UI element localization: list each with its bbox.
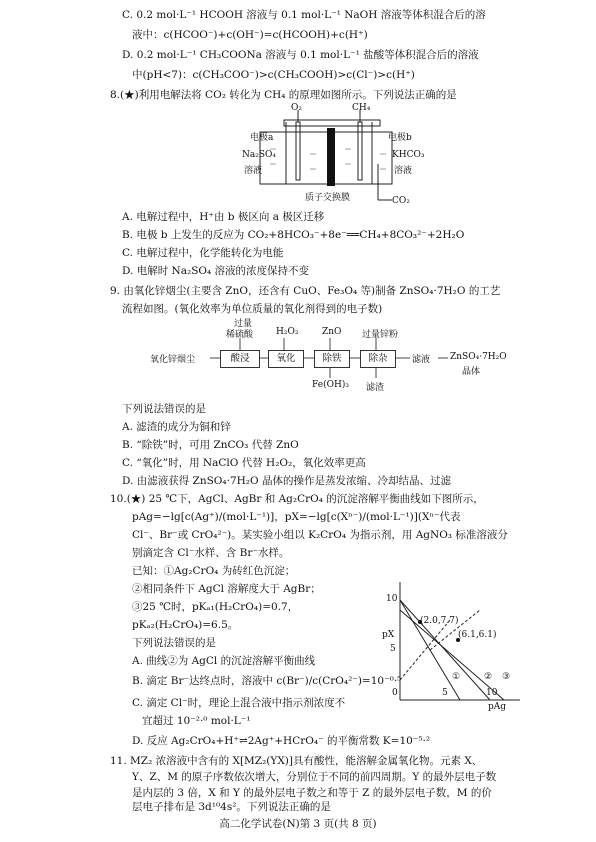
electrode-b-label: 电极b	[388, 133, 412, 143]
q10-known-2: ②相同条件下 AgCl 溶解度大于 AgBr；	[132, 583, 321, 595]
q10-option-c-line1: C. 滴定 Cl⁻时，理论上混合液中指示剂浓度不	[132, 697, 346, 709]
flow-top-h2o2: H₂O₂	[276, 327, 299, 337]
khco3-label: KHCO₃	[392, 150, 425, 160]
electrode-a-label: 电极a	[250, 133, 274, 143]
q9-stem-line1: 9. 由氧化锌烟尘(主要含 ZnO，还含有 CuO、Fe₃O₄ 等)制备 ZnSO₄·7H₂O 的工艺	[110, 285, 501, 297]
q10-option-a: A. 曲线②为 AgCl 的沉淀溶解平衡曲线	[132, 655, 316, 667]
plot-tick-x10: 10	[486, 688, 498, 698]
flow-product: ZnSO₄·7H₂O	[450, 352, 507, 362]
flow-top-zn: 过量锌粉	[362, 330, 399, 340]
q11-stem-line3: 是内层的 3 倍，X 和 Y 的最外层电子数之和等于 Z 的最外层电子数，M 的价	[132, 787, 492, 799]
q10-option-c-line2: 宜超过 10⁻²·⁰ mol·L⁻¹	[142, 715, 251, 727]
flow-start: 氧化锌烟尘	[150, 355, 196, 365]
plot-point2-label: (6.1,6.1)	[458, 630, 497, 640]
q7-option-c-line1: C. 0.2 mol·L⁻¹ HCOOH 溶液与 0.1 mol·L⁻¹ NaOH 溶液等体积混合后的溶	[122, 9, 486, 21]
plot-point1-label: (2.0,7.7)	[420, 616, 459, 626]
q8-option-d: D. 电解时 Na₂SO₄ 溶液的浓度保持不变	[122, 265, 310, 277]
q8-option-c: C. 电解过程中，化学能转化为电能	[122, 247, 284, 259]
q11-stem-line4: 层电子排布是 3d¹⁰4s²。下列说法正确的是	[132, 801, 331, 813]
left-solution-label: 溶液	[244, 166, 263, 176]
flow-step-oxidize: 氧化	[268, 350, 304, 368]
q7-option-d-line1: D. 0.2 mol·L⁻¹ CH₃COONa 溶液与 0.1 mol·L⁻¹ 盐酸等体积混合后的溶液	[122, 49, 479, 61]
na2so4-label: Na₂SO₄	[242, 150, 277, 160]
flow-top-acid: 过量	[234, 319, 253, 329]
q11-stem-line2: Y、Z、M 的原子序数依次增大，分别位于不同的前四周期。Y 的最外层电子数	[132, 771, 497, 783]
flow-step-acid-leach: 酸浸	[220, 350, 260, 368]
flow-top-zno: ZnO	[322, 327, 342, 337]
q7-option-c-line2: 液中：c(HCOO⁻)+c(OH⁻)=c(HCOOH)+c(H⁺)	[132, 29, 368, 41]
o2-label: O₂	[291, 103, 302, 113]
co2-label: CO₂	[392, 196, 410, 206]
q9-prompt: 下列说法错误的是	[122, 403, 206, 415]
plot-curve-2-label: ②	[484, 672, 493, 682]
page-footer: 高二化学试卷(N)第 3 页(共 8 页)	[219, 818, 377, 830]
right-solution-label: 溶液	[394, 166, 413, 176]
plot-tick-y5: 5	[390, 644, 396, 654]
q9-option-b: B. “除铁”时，可用 ZnCO₃ 代替 ZnO	[122, 439, 299, 451]
q10-stem-line3: Cl⁻、Br⁻或 CrO₄²⁻)。某实验小组以 K₂CrO₄ 为指示剂，用 AgNO₃ 标准溶液分	[132, 529, 508, 541]
flow-crystal: 晶体	[462, 367, 481, 377]
plot-xlabel: pAg	[488, 702, 507, 712]
flow-feoh3: Fe(OH)₃	[312, 380, 349, 390]
membrane-label: 质子交换膜	[305, 193, 351, 203]
ch4-label: CH₄	[352, 103, 371, 113]
q11-stem-line1: 11. MZ₂ 浓溶液中含有的 X[MZ₂(YX)]具有酸性，能溶解金属氧化物。元素 X、	[110, 755, 483, 767]
q9-stem-line2: 流程如图。(氧化效率为单位质量的氧化剂得到的电子数)	[122, 303, 383, 315]
plot-tick-x5: 5	[442, 688, 448, 698]
q10-option-b: B. 滴定 Br⁻达终点时，溶液中 c(Br⁻)/c(CrO₄²⁻)=10⁻⁰·⁵	[132, 675, 402, 687]
q10-stem-line4: 别滴定含 Cl⁻水样、含 Br⁻水样。	[132, 547, 290, 559]
q10-prompt: 下列说法错误的是	[132, 637, 216, 649]
flow-step-remove-fe: 除铁	[314, 350, 350, 368]
q10-known-4: pKₐ₂(H₂CrO₄)=6.5。	[132, 619, 239, 631]
flow-filtrate: 滤液	[412, 355, 431, 365]
flow-step-remove-impurity: 除杂	[360, 350, 396, 368]
q10-stem-line1: 10.(★) 25 ℃下，AgCl、AgBr 和 Ag₂CrO₄ 的沉淀溶解平衡曲线如下图所示，	[110, 493, 484, 505]
q9-option-d: D. 由滤液获得 ZnSO₄·7H₂O 晶体的操作是蒸发浓缩、冷却结晶、过滤	[122, 475, 451, 487]
q8-option-b: B. 电极 b 上发生的反应为 CO₂+8HCO₃⁻+8e⁻══CH₄+8CO₃²⁻+2H₂O	[122, 229, 465, 241]
precipitation-plot	[380, 570, 530, 720]
q10-stem-line2: pAg=−lg[c(Ag⁺)/(mol·L⁻¹)]，pX=−lg[c(Xⁿ⁻)/(mol·L⁻¹)](Xⁿ⁻代表	[132, 511, 461, 523]
flow-top-acid2: 稀硫酸	[226, 330, 254, 340]
plot-curve-1-label: ①	[452, 672, 461, 682]
flow-residue: 滤渣	[366, 383, 385, 393]
q10-option-d: D. 反应 Ag₂CrO₄+H⁺⇌2Ag⁺+HCrO₄⁻ 的平衡常数 K=10⁻⁵·²	[132, 735, 431, 747]
plot-tick-y10: 10	[386, 594, 398, 604]
plot-ylabel: pX	[382, 630, 395, 640]
plot-tick-x0: 0	[392, 688, 398, 698]
plot-curve-3-label: ③	[502, 672, 511, 682]
q9-option-c: C. “氧化”时，用 NaClO 代替 H₂O₂，氧化效率更高	[122, 457, 366, 469]
q9-option-a: A. 滤渣的成分为铜和锌	[122, 421, 231, 433]
q8-option-a: A. 电解过程中，H⁺由 b 极区向 a 极区迁移	[122, 211, 325, 223]
q10-known-1: 已知：①Ag₂CrO₄ 为砖红色沉淀；	[132, 565, 296, 577]
q7-option-d-line2: 中(pH<7)：c(CH₃COO⁻)>c(CH₃COOH)>c(Cl⁻)>c(H⁺)	[132, 69, 415, 81]
q8-stem: 8.(★)利用电解法将 CO₂ 转化为 CH₄ 的原理如图所示。下列说法正确的是	[110, 89, 457, 101]
q10-known-3: ③25 ℃时，pKₐ₁(H₂CrO₄)=0.7，	[132, 601, 299, 613]
